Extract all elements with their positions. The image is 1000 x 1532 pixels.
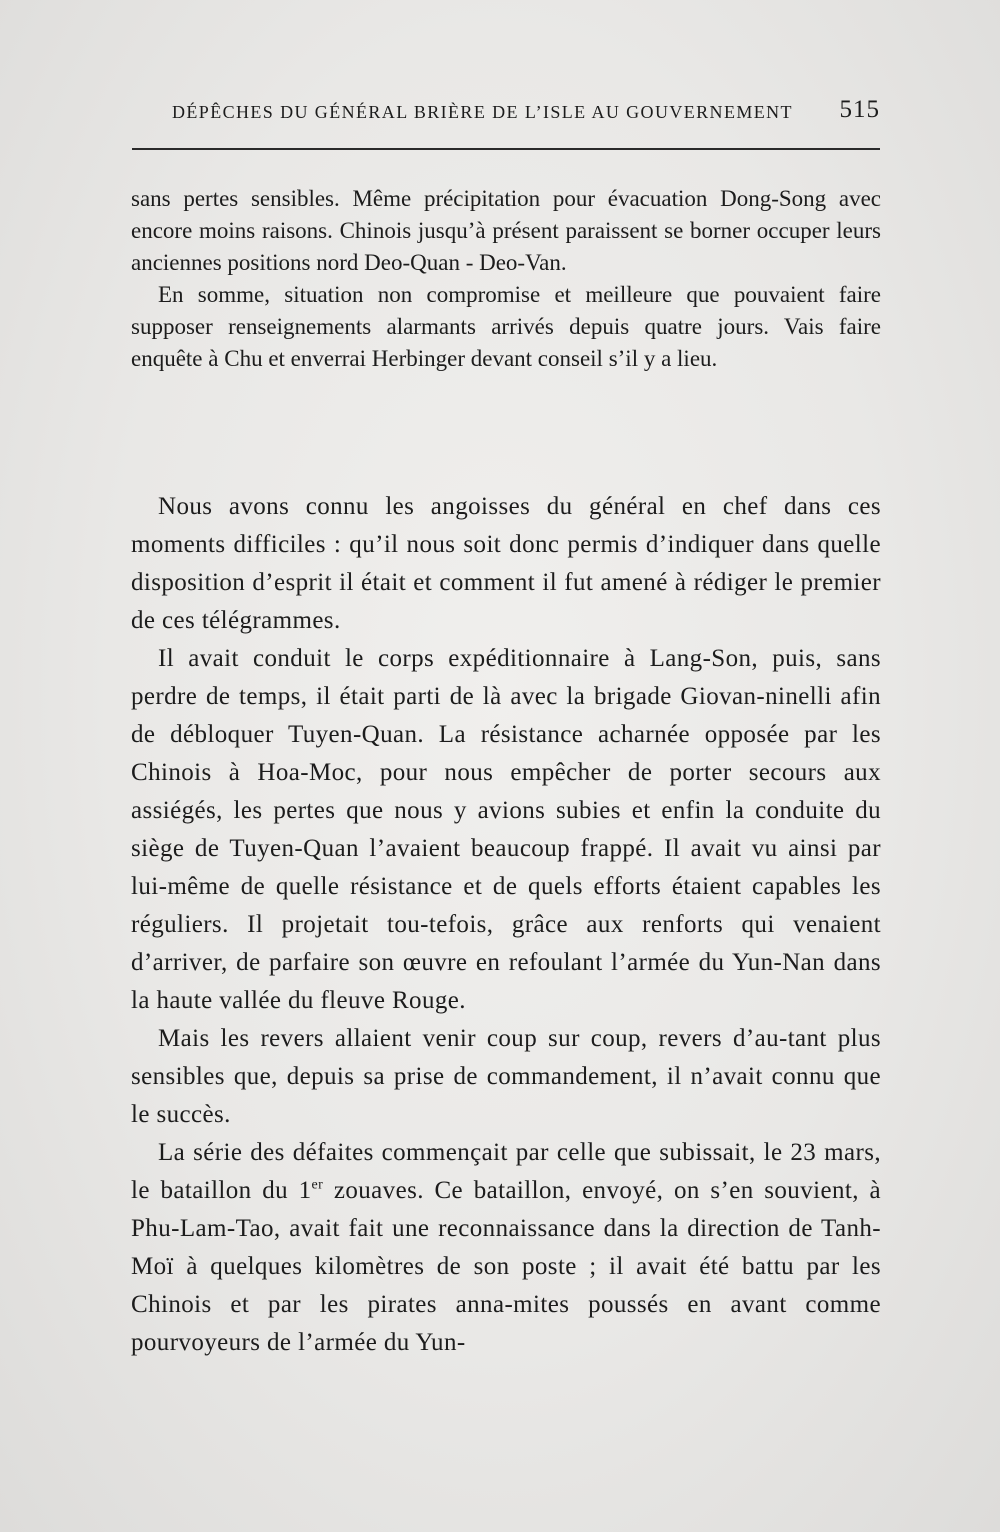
running-title: DÉPÊCHES DU GÉNÉRAL BRIÈRE DE L’ISLE AU GOUVERNEMENT [172,102,793,122]
body-paragraph-3: Mais les revers allaient venir coup sur coup, revers d’au-tant plus sensibles que, depuis sa prise de commandement, il n’avait connu que le succès. [131,1025,881,1128]
telegram-excerpt [131,183,881,375]
ordinal-superscript: er [311,1177,324,1193]
running-head [132,96,880,130]
telegram-paragraph-1: sans pertes sensibles. Même précipitation pour évacuation Dong-Song avec encore moins raisons. Chinois jusqu’à présent paraissent se borner occuper leurs anciennes positions nord Deo-Quan - Deo-Van. [131,186,881,275]
body-paragraph-4-end: zouaves. Ce bataillon, envoyé, on s’en souvient, à Phu-Lam-Tao, avait fait une reconnaissance dans la direction de Tanh-Moï à quelques kilomètres de son poste ; il avait été battu par les Chinois et par les pirates anna-mites poussés en avant comme pourvoyeurs de l’armée du Yun- [131,1177,881,1356]
body-paragraph-2: Il avait conduit le corps expéditionnaire à Lang-Son, puis, sans perdre de temps, il était parti de là avec la brigade Giovan-ninelli afin de débloquer Tuyen-Quan. La résistance acharnée opposée par les Chinois à Hoa-Moc, pour nous empêcher de porter secours aux assiégés, les pertes que nous y avions subies et enfin la conduite du siège de Tuyen-Quan l’avaient beaucoup frappé. Il avait vu ainsi par lui-même de quelle résistance et de quels efforts étaient capables les réguliers. Il projetait tou-tefois, grâce aux renforts qui venaient d’arriver, de parfaire son œuvre en refoulant l’armée du Yun-Nan dans la haute vallée du fleuve Rouge. [131,645,881,1014]
body-paragraph-4 [131,1134,881,1362]
body-paragraph-4-start: La série des défaites commençait par celle que subissait, le 23 mars, le bataillon du 1 [131,1139,881,1204]
header-rule [132,148,880,150]
body-paragraph-1: Nous avons connu les angoisses du général en chef dans ces moments difficiles : qu’il nous soit donc permis d’indiquer dans quelle disposition d’esprit il était et comment il fut amené à rédiger le premier de ces télégrammes. [131,493,881,634]
telegram-paragraph-2: En somme, situation non compromise et meilleure que pouvaient faire supposer renseignements alarmants arrivés depuis quatre jours. Vais faire enquête à Chu et enverrai Herbinger devant conseil s’il y a lieu. [131,282,881,371]
body-text [131,488,881,1362]
page-number: 515 [839,96,880,123]
